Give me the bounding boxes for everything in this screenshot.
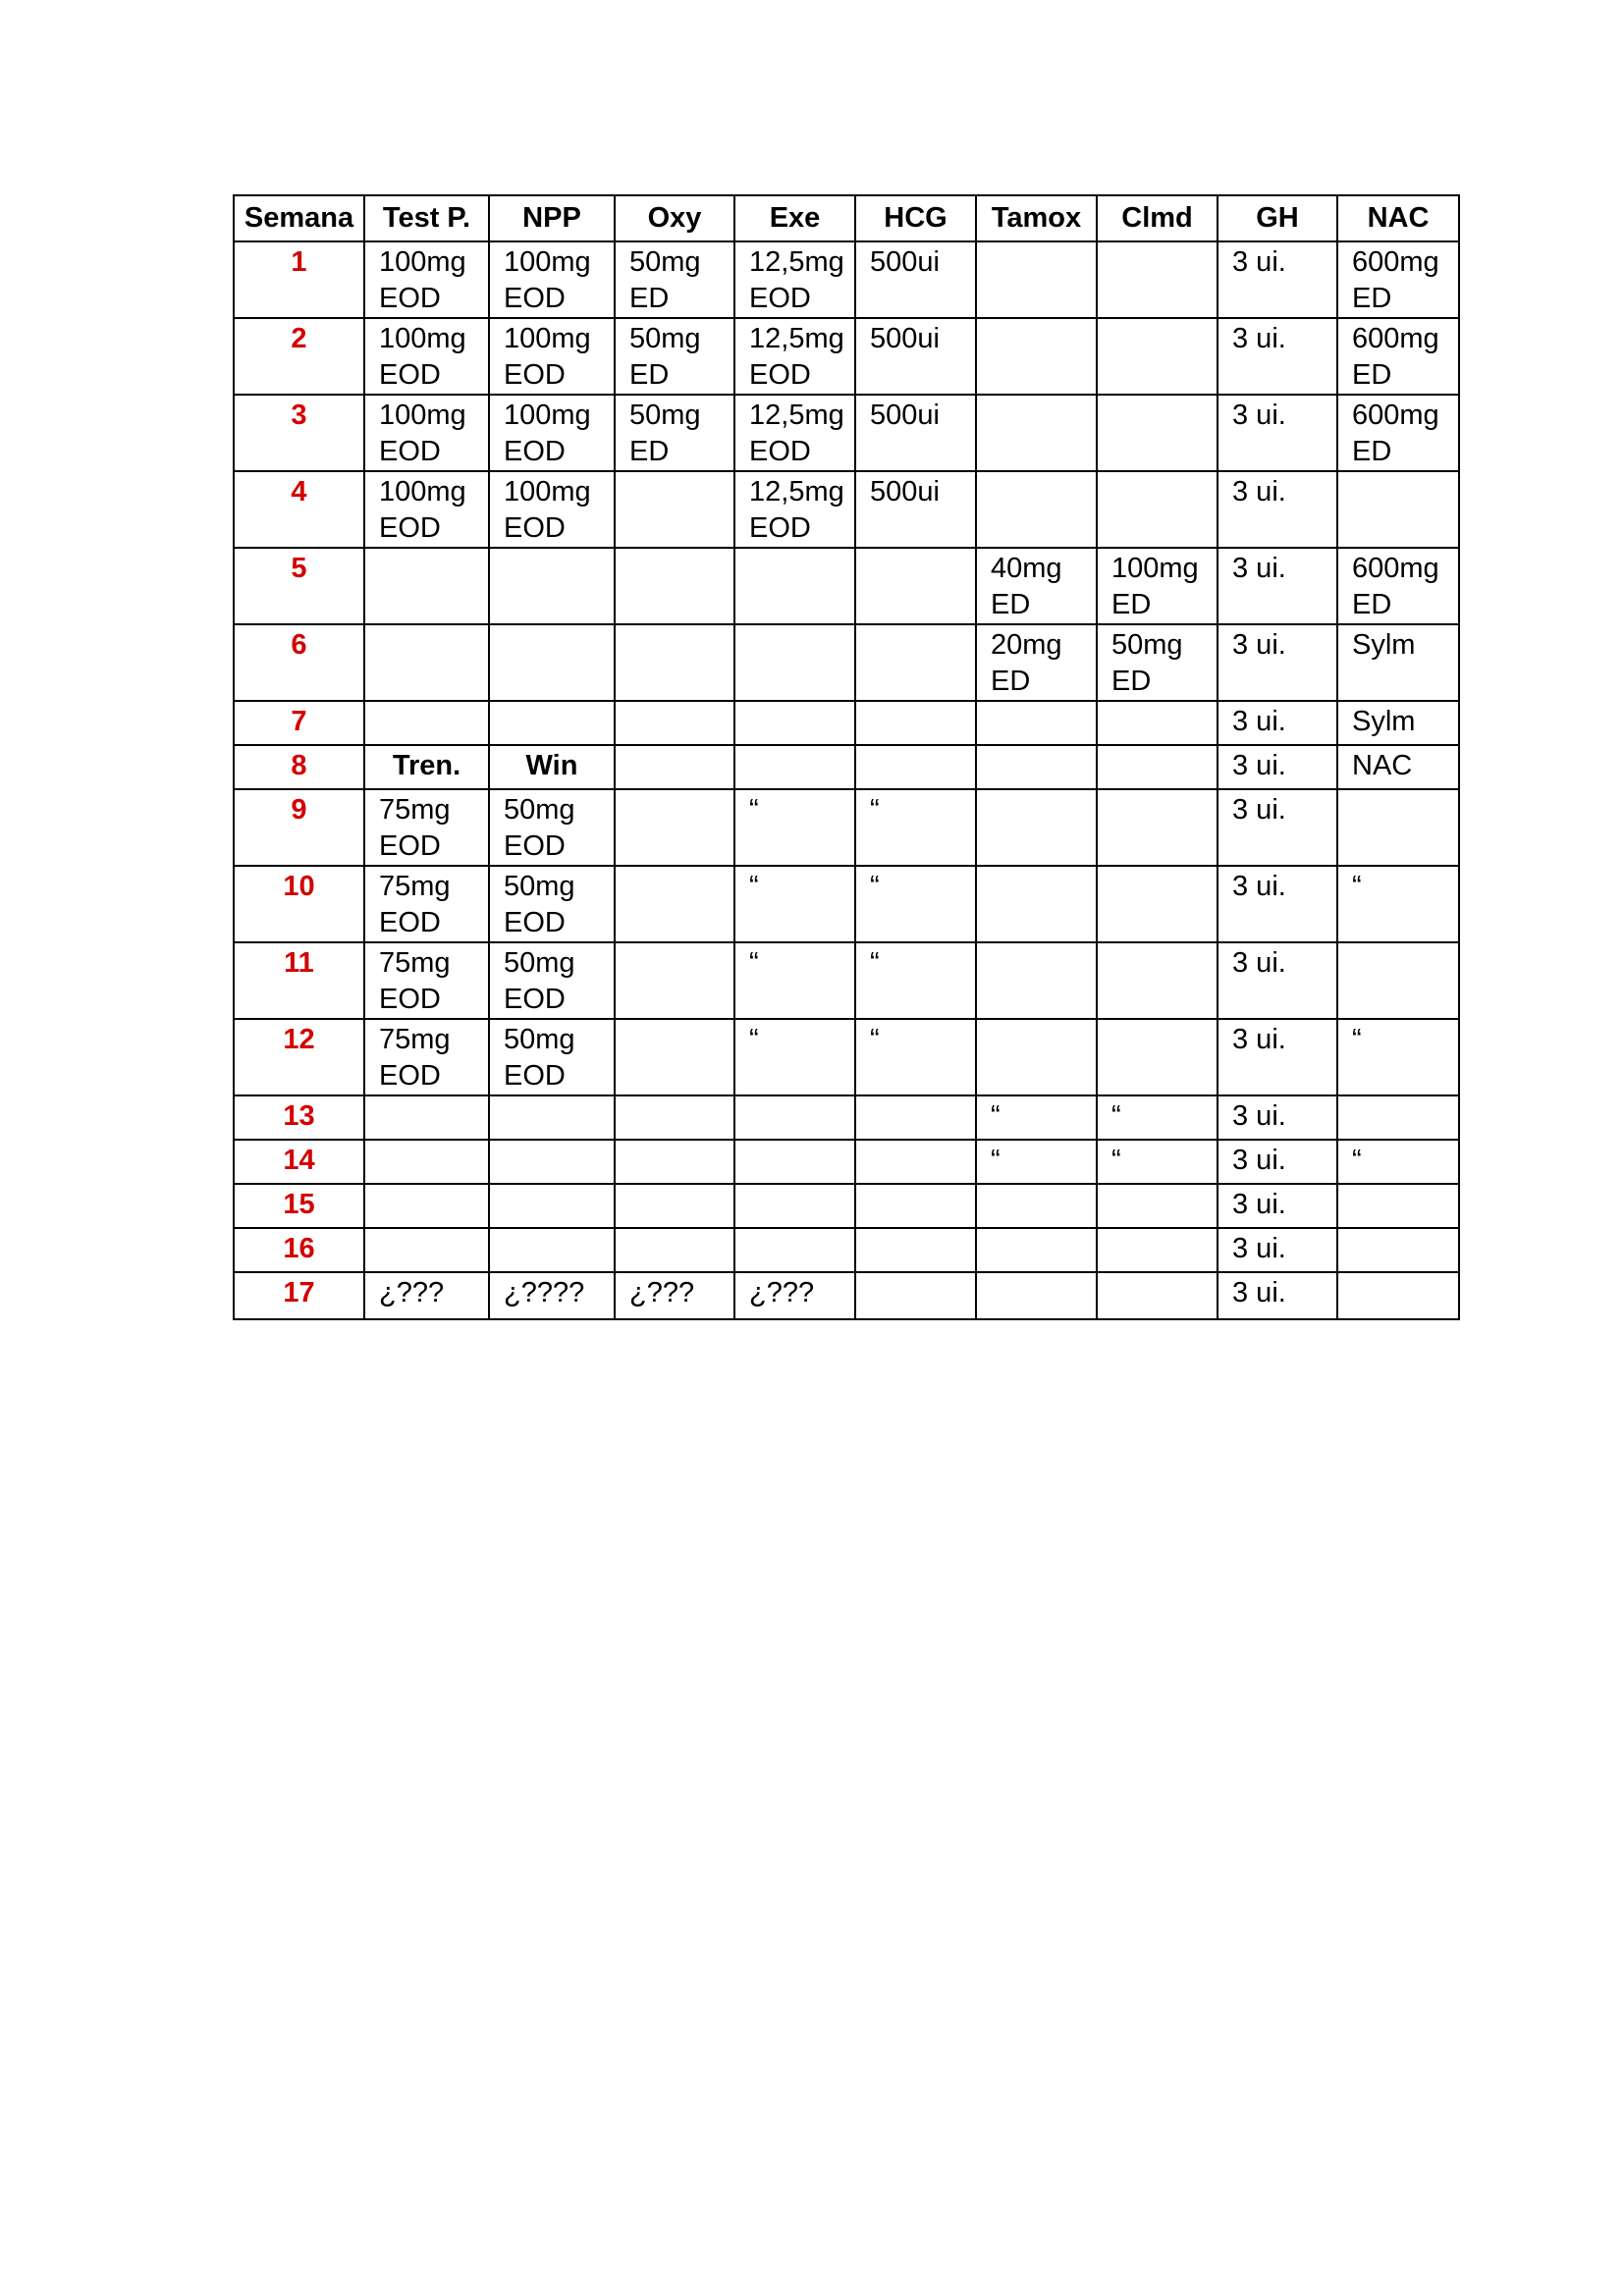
table-cell [615,1228,734,1272]
week-number: 10 [234,866,364,942]
week-number: 1 [234,241,364,318]
table-cell: 100mg EOD [364,318,489,395]
table-cell: 600mg ED [1337,395,1459,471]
table-cell: 3 ui. [1218,1184,1337,1228]
header-test-p: Test P. [364,195,489,241]
table-cell [976,1019,1097,1095]
header-tamox: Tamox [976,195,1097,241]
table-cell: 75mg EOD [364,789,489,866]
table-row [234,866,1459,942]
table-cell [489,624,615,701]
table-cell: “ [1337,1140,1459,1184]
week-number: 16 [234,1228,364,1272]
table-cell [855,1272,976,1319]
header-oxy: Oxy [615,195,734,241]
table-cell: 500ui [855,395,976,471]
table-cell: 100mg EOD [364,241,489,318]
table-row [234,1272,1459,1319]
table-cell: “ [976,1140,1097,1184]
table-cell: 100mg EOD [364,471,489,548]
table-cell [855,701,976,745]
table-cell: “ [1097,1095,1218,1140]
table-row [234,789,1459,866]
week-number: 17 [234,1272,364,1319]
table-cell [976,866,1097,942]
table-cell: 3 ui. [1218,624,1337,701]
table-row [234,1140,1459,1184]
table-cell: “ [734,866,855,942]
table-cell [855,745,976,789]
table-cell [615,745,734,789]
table-cell [855,1228,976,1272]
table-cell: “ [1337,1019,1459,1095]
table-cell: 3 ui. [1218,866,1337,942]
table-row [234,1095,1459,1140]
table-cell: 12,5mg EOD [734,395,855,471]
table-row [234,942,1459,1019]
table-cell: 3 ui. [1218,395,1337,471]
table-cell [489,1095,615,1140]
table-cell [615,471,734,548]
table-row [234,241,1459,318]
table-cell: ¿??? [364,1272,489,1319]
table-cell [489,1184,615,1228]
table-cell: 12,5mg EOD [734,471,855,548]
table-cell [615,789,734,866]
table-cell: “ [855,866,976,942]
table-cell [976,318,1097,395]
table-cell [976,241,1097,318]
table-cell [855,1140,976,1184]
table-row [234,745,1459,789]
table-cell [1337,942,1459,1019]
sub-header-cell: Win [489,745,615,789]
table-cell: ¿???? [489,1272,615,1319]
table-cell: 50mg ED [615,395,734,471]
table-cell: ¿??? [734,1272,855,1319]
table-cell [1097,1272,1218,1319]
table-cell [976,745,1097,789]
table-cell: 3 ui. [1218,548,1337,624]
table-cell [1337,1095,1459,1140]
week-number: 7 [234,701,364,745]
table-cell: 50mg EOD [489,942,615,1019]
table-cell: 3 ui. [1218,1140,1337,1184]
table-cell: 100mg ED [1097,548,1218,624]
week-number: 5 [234,548,364,624]
table-row [234,471,1459,548]
table-cell: 20mg ED [976,624,1097,701]
table-cell [1097,318,1218,395]
table-cell: 3 ui. [1218,1272,1337,1319]
table-cell: 3 ui. [1218,471,1337,548]
table-cell: “ [976,1095,1097,1140]
table-cell [615,1184,734,1228]
table-cell [734,1228,855,1272]
table-cell: 600mg ED [1337,241,1459,318]
table-cell: “ [855,942,976,1019]
table-cell [489,1228,615,1272]
table-cell [1337,1184,1459,1228]
week-number: 4 [234,471,364,548]
table-cell [1337,1228,1459,1272]
table-cell: 3 ui. [1218,1228,1337,1272]
table-cell: 500ui [855,318,976,395]
table-row [234,318,1459,395]
table-cell: 3 ui. [1218,318,1337,395]
header-hcg: HCG [855,195,976,241]
table-cell: 3 ui. [1218,745,1337,789]
header-exe: Exe [734,195,855,241]
week-number: 2 [234,318,364,395]
week-number: 14 [234,1140,364,1184]
week-number: 8 [234,745,364,789]
table-cell [364,1140,489,1184]
table-cell: 12,5mg EOD [734,241,855,318]
table-cell: “ [734,1019,855,1095]
cycle-schedule-table [233,194,1460,1320]
week-number: 13 [234,1095,364,1140]
table-cell: “ [855,1019,976,1095]
week-number: 12 [234,1019,364,1095]
table-cell [976,1184,1097,1228]
header-npp: NPP [489,195,615,241]
table-cell: 100mg EOD [489,318,615,395]
table-row [234,395,1459,471]
table-cell [615,624,734,701]
table-cell [364,1184,489,1228]
table-cell: 50mg EOD [489,789,615,866]
table-cell [615,701,734,745]
table-cell [364,624,489,701]
table-cell: 12,5mg EOD [734,318,855,395]
table-cell [364,1228,489,1272]
week-number: 11 [234,942,364,1019]
table-cell [615,1019,734,1095]
table-cell: “ [1337,866,1459,942]
table-cell: 50mg EOD [489,866,615,942]
table-cell [1097,395,1218,471]
header-semana: Semana [234,195,364,241]
table-cell: 3 ui. [1218,1019,1337,1095]
week-number: 3 [234,395,364,471]
table-cell: 40mg ED [976,548,1097,624]
table-cell: 100mg EOD [489,471,615,548]
table-cell [855,1095,976,1140]
table-cell: 3 ui. [1218,789,1337,866]
table-cell [1337,1272,1459,1319]
table-cell [1097,241,1218,318]
table-row [234,1184,1459,1228]
table-cell [1337,471,1459,548]
table-cell [976,701,1097,745]
table-cell: 75mg EOD [364,942,489,1019]
table-row [234,548,1459,624]
table-cell [734,548,855,624]
table-cell [1097,1019,1218,1095]
table-cell [489,1140,615,1184]
table-cell: 600mg ED [1337,548,1459,624]
table-cell [1097,789,1218,866]
table-cell [615,1095,734,1140]
week-number: 9 [234,789,364,866]
table-row [234,1228,1459,1272]
table-cell [734,1184,855,1228]
table-cell [976,471,1097,548]
sub-header-cell: Tren. [364,745,489,789]
table-cell [734,701,855,745]
header-clmd: Clmd [1097,195,1218,241]
table-cell [976,1272,1097,1319]
table-cell: 3 ui. [1218,701,1337,745]
table-cell [734,1095,855,1140]
table-cell [364,548,489,624]
table-cell [1097,1228,1218,1272]
table-row [234,1019,1459,1095]
table-cell [976,789,1097,866]
table-cell: ¿??? [615,1272,734,1319]
table-cell [976,1228,1097,1272]
table-cell: 3 ui. [1218,241,1337,318]
table-cell [734,745,855,789]
table-cell [976,942,1097,1019]
table-cell: 500ui [855,241,976,318]
table-cell [615,942,734,1019]
week-number: 6 [234,624,364,701]
table-row [234,624,1459,701]
table-cell: Sylm [1337,624,1459,701]
table-cell: 100mg EOD [489,241,615,318]
table-cell: 500ui [855,471,976,548]
table-cell: “ [734,942,855,1019]
table-cell: 600mg ED [1337,318,1459,395]
header-row [234,195,1459,241]
table-cell [1097,701,1218,745]
table-cell [615,866,734,942]
table-cell: “ [855,789,976,866]
table-cell: 100mg EOD [364,395,489,471]
table-cell: NAC [1337,745,1459,789]
table-cell [1337,789,1459,866]
table-cell: 3 ui. [1218,942,1337,1019]
table-cell [1097,745,1218,789]
table-cell [734,1140,855,1184]
header-gh: GH [1218,195,1337,241]
table-cell [1097,1184,1218,1228]
table-cell [855,624,976,701]
table-cell [976,395,1097,471]
table-cell [615,548,734,624]
table-cell: 3 ui. [1218,1095,1337,1140]
table-cell [1097,471,1218,548]
table-cell [364,1095,489,1140]
table-cell: 50mg ED [615,241,734,318]
week-number: 15 [234,1184,364,1228]
table-cell [364,701,489,745]
table-cell: “ [1097,1140,1218,1184]
table-cell [1097,866,1218,942]
table-cell [489,701,615,745]
table-cell: 100mg EOD [489,395,615,471]
table-cell [855,548,976,624]
table-cell: 50mg ED [1097,624,1218,701]
table-cell: 50mg ED [615,318,734,395]
table-cell: “ [734,789,855,866]
table-cell [734,624,855,701]
table-cell: Sylm [1337,701,1459,745]
table-cell [615,1140,734,1184]
table-row [234,701,1459,745]
header-nac: NAC [1337,195,1459,241]
table-cell: 75mg EOD [364,1019,489,1095]
schedule-body [234,241,1459,1319]
table-cell [489,548,615,624]
table-cell [1097,942,1218,1019]
table-cell: 75mg EOD [364,866,489,942]
table-cell: 50mg EOD [489,1019,615,1095]
table-cell [855,1184,976,1228]
